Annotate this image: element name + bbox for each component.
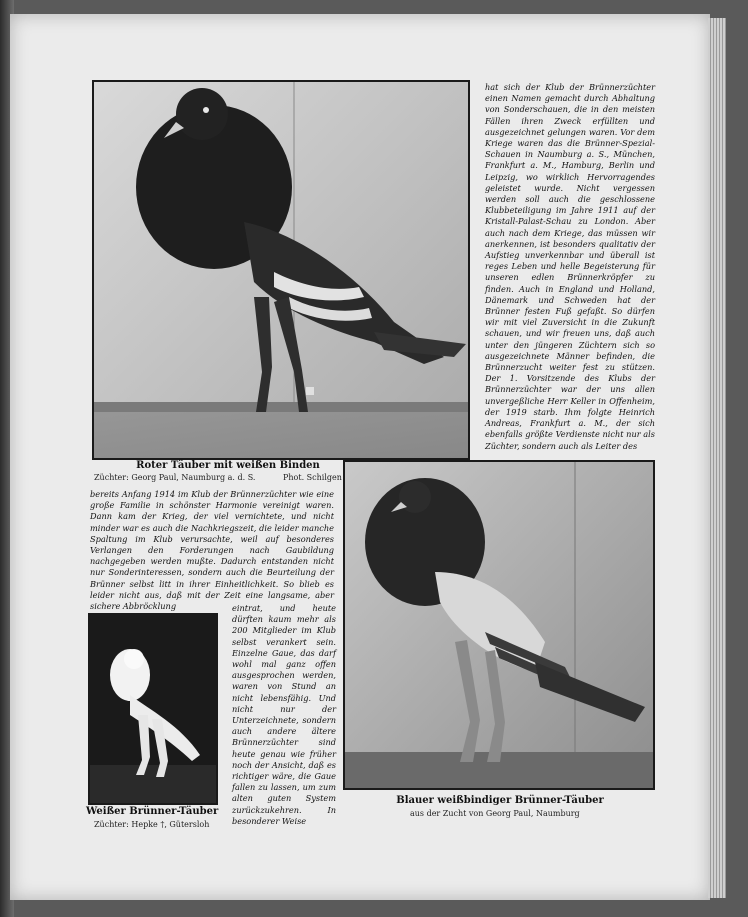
red-pouter-illustration	[94, 82, 468, 458]
caption-white-pouter-breeder: Züchter: Hepke †, Gütersloh	[94, 820, 210, 829]
photo-red-pouter	[92, 80, 470, 460]
white-pouter-illustration	[90, 615, 216, 803]
caption-red-pouter-title: Roter Täuber mit weißen Binden	[136, 460, 320, 471]
paragraph-left-narrow: eintrat, und heute dürften kaum mehr als 200 Mitglieder im Klub selbst verankert sein. Einzelne Gaue, das darf wohl mal ganz offen ausgesprochen werden, waren von Stund an nicht lebensfähig. Und nicht nur der Unterzeichnete, sondern auch andere ältere Brünnerzüchter sind heute genau wie früher noch der Ansicht, daß es richtiger wäre, die Gaue fallen zu lassen, um zum alten guten System zurückzukehren. In besonderer Weise	[232, 603, 336, 826]
caption-white-pouter-title: Weißer Brünner-Täuber	[86, 806, 219, 817]
article-text-left-narrow	[232, 603, 336, 827]
article-text-left-top	[90, 489, 334, 612]
caption-blue-pouter-title: Blauer weißbindiger Brünner-Täuber	[396, 795, 604, 806]
photo-blue-pouter	[343, 460, 655, 790]
paragraph-left-top: bereits Anfang 1914 im Klub der Brünnerzüchter wie eine große Familie in schönster Harmonie vereinigt waren. Dann kam der Krieg, der viel vernichtete, und nicht minder war es auch die Nachkriegszeit, die leider manche Spaltung im Klub verursachte, weil auf besonderes Verlangen den Forderungen nach Gaubildung nachgegeben werden mußte. Dadurch entstanden nicht nur Sonderinteressen, sondern auch die Beurteilung der Brünner selbst litt in ihrer Einheitlichkeit. So blieb es leider nicht aus, daß mit der Zeit eine langsame, aber sichere Abbröcklung	[90, 489, 334, 612]
article-text-right-column	[485, 82, 655, 452]
caption-red-pouter-breeder: Züchter: Georg Paul, Naumburg a. d. S.	[94, 473, 256, 482]
blue-pouter-illustration	[345, 462, 653, 788]
page-edges	[708, 18, 726, 898]
caption-red-pouter-photographer: Phot. Schilgen	[283, 473, 342, 482]
caption-blue-pouter-breeder: aus der Zucht von Georg Paul, Naumburg	[410, 809, 580, 818]
paragraph-right: hat sich der Klub der Brünnerzüchter einen Namen gemacht durch Abhaltung von Sonderschauen, die in den meisten Fällen ihren Zweck erfüllten und ausgezeichnet gelungen waren. Vor dem Kriege waren das die Brünner-Spezial-Schauen in Naumburg a. S., München, Frankfurt a. M., Hamburg, Berlin und Leipzig, wo wirklich Hervorragendes geleistet wurde. Nicht vergessen werden soll auch die geschlossene Klubbeteiligung im Jahre 1911 auf der Kristall-Palast-Schau zu London. Aber auch nach dem Kriege, das müssen wir anerkennen, ist besonders qualitativ der Aufstieg unverkennbar und überall ist reges Leben und helle Begeisterung für unseren edlen Brünnerkröpfer zu finden. Auch in England und Holland, Dänemark und Schweden hat der Brünner festen Fuß gefaßt. So dürfen wir mit viel Zuversicht in die Zukunft schauen, und wir freuen uns, daß auch unter den jüngeren Züchtern sich so ausgezeichnete Männer befinden, die Brünnerzucht weiter fest zu stützen. Der 1. Vorsitzende des Klubs der Brünnerzüchter war der uns allen unvergeßliche Herr Keller in Offenheim, der 1919 starb. Ihm folgte Heinrich Andreas, Frankfurt a. M., der sich ebenfalls größte Verdienste nicht nur als Züchter, sondern auch als Leiter des	[485, 82, 655, 451]
photo-white-pouter	[88, 613, 218, 805]
